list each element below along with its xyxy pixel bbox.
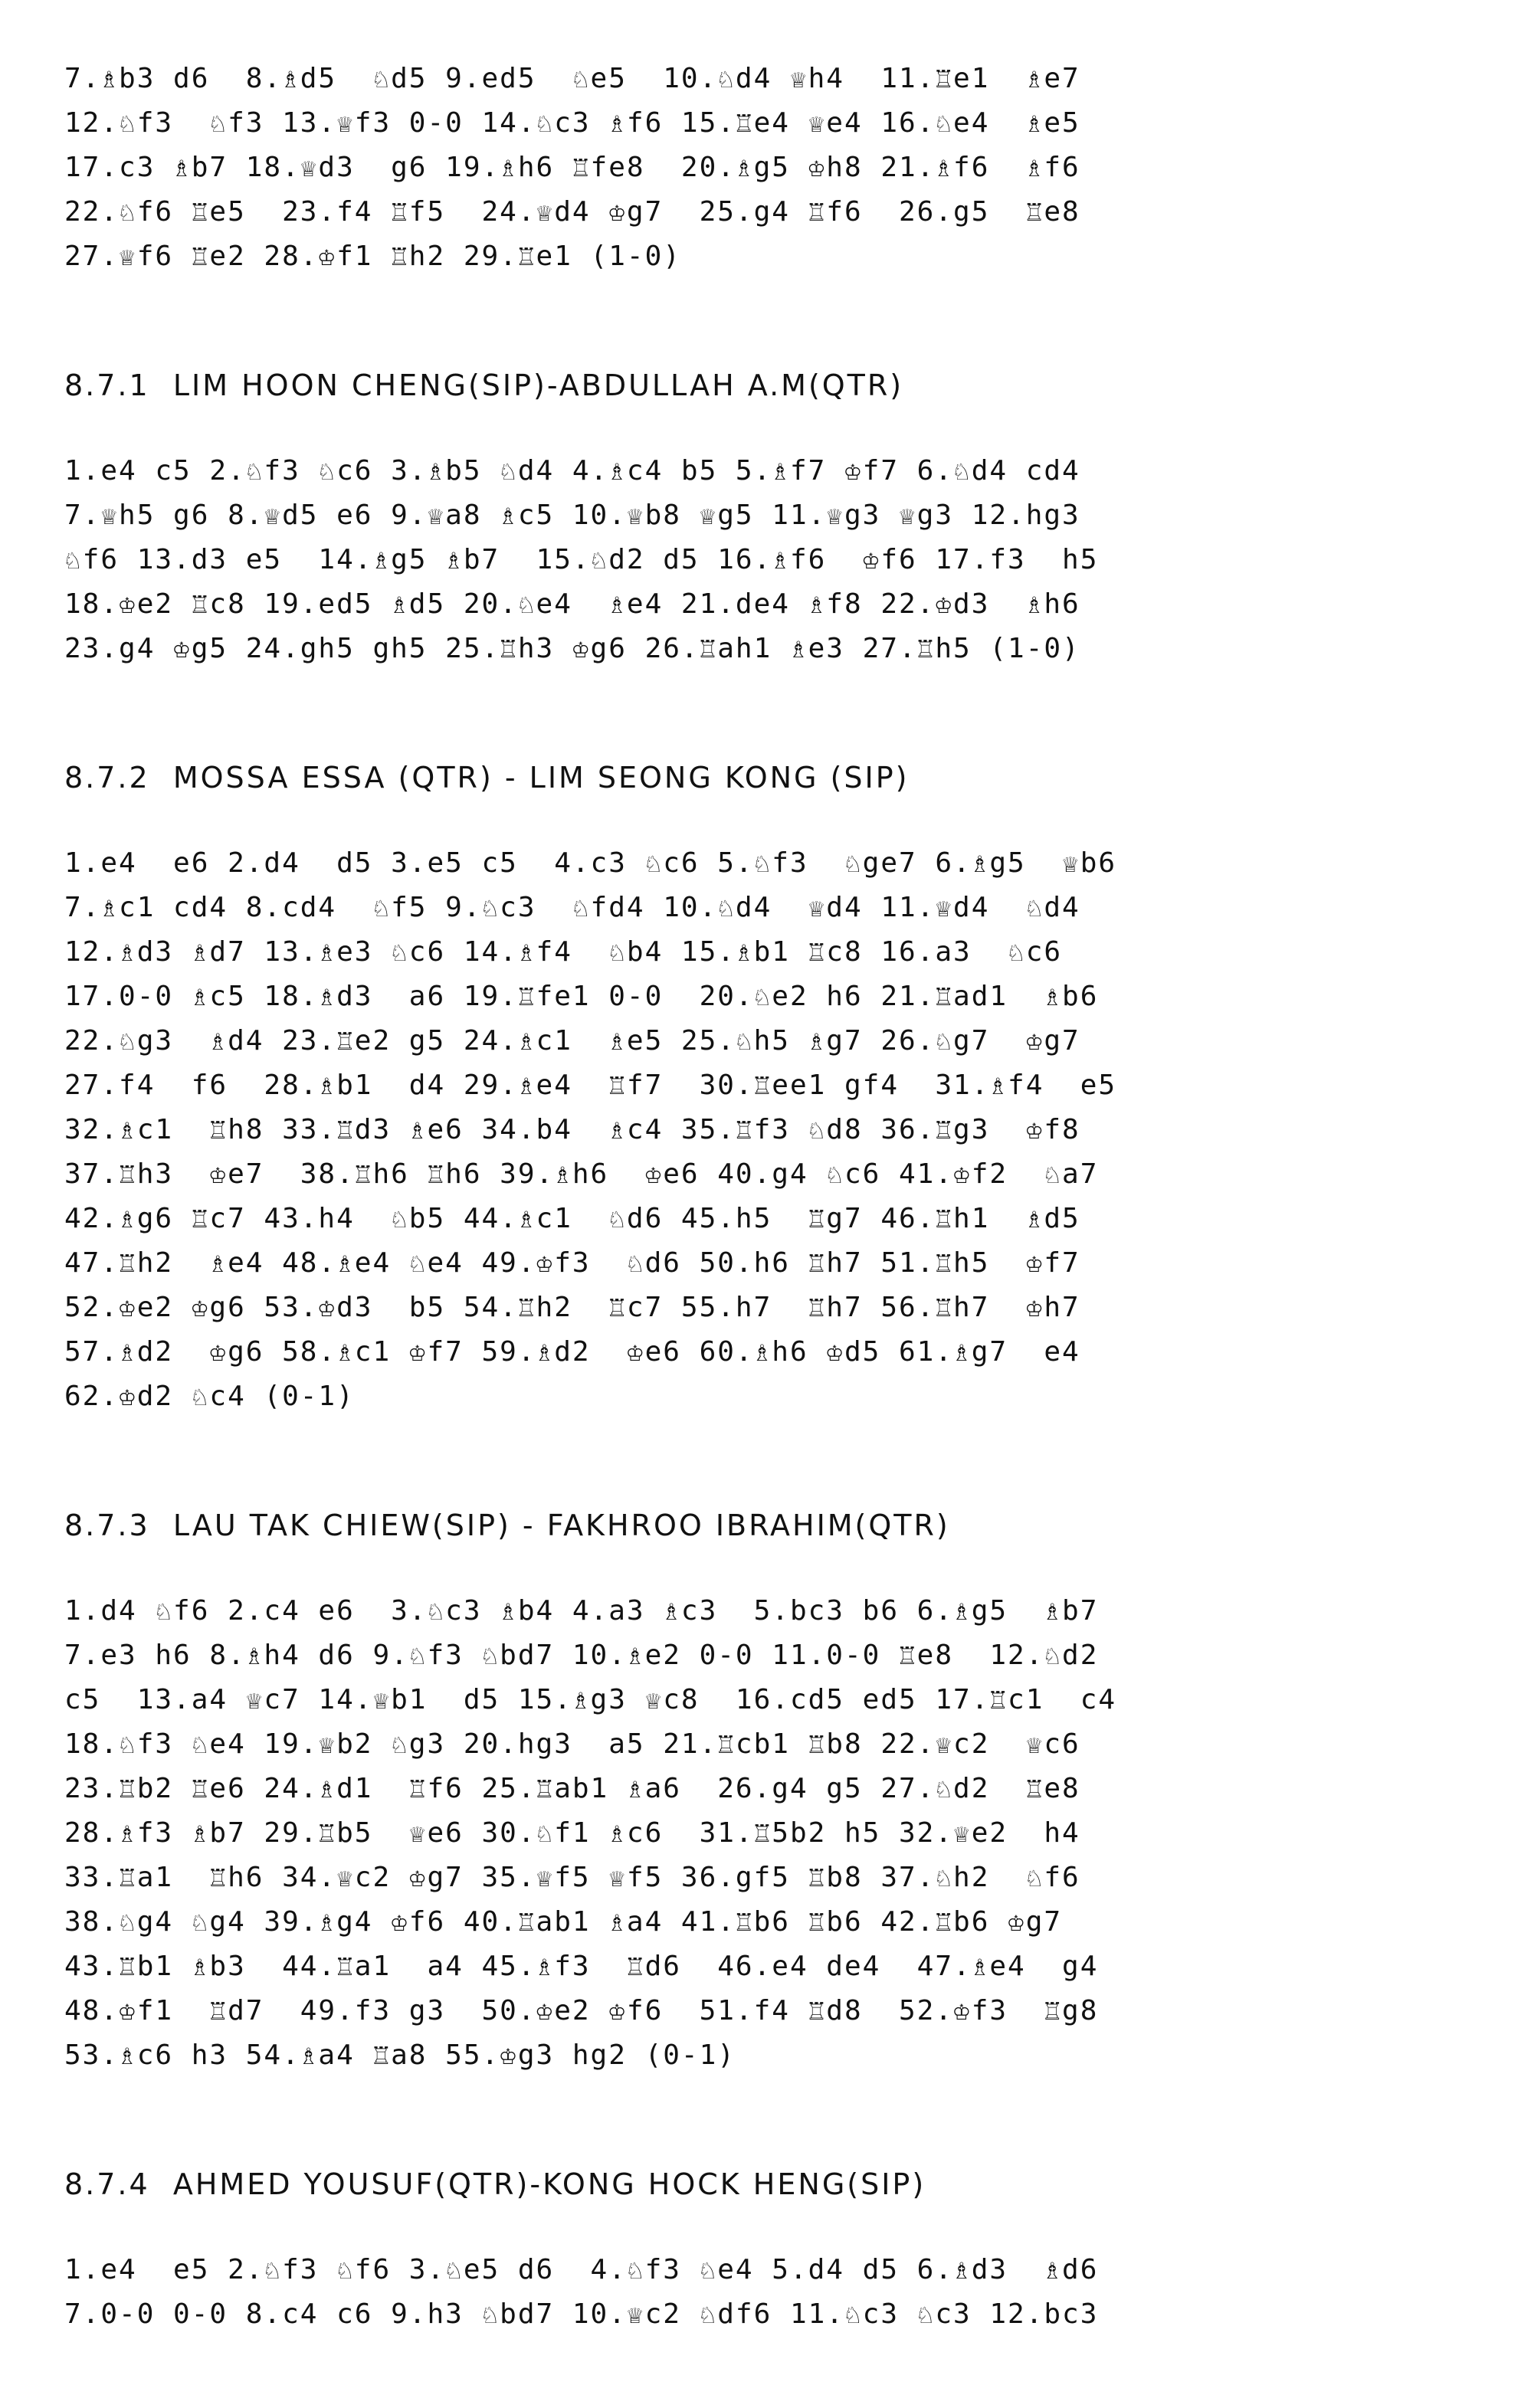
move-line: 22.♘g3 ♗d4 23.♖e2 g5 24.♗c1 ♗e5 25.♘h5 ♗g7 26.♘g7 ♔g7: [64, 1025, 1080, 1057]
spacer: [64, 1548, 1459, 1589]
move-line: 32.♗c1 ♖h8 33.♖d3 ♗e6 34.b4 ♗c4 35.♖f3 ♘d8 36.♖g3 ♔f8: [64, 1114, 1080, 1145]
document-page: [64, 57, 1459, 2337]
spacer: [64, 2207, 1459, 2248]
move-line: 42.♗g6 ♖c7 43.h4 ♘b5 44.♗c1 ♘d6 45.h5 ♖g7 46.♖h1 ♗d5: [64, 1203, 1080, 1234]
game-heading: 8.7.1 LIM HOON CHENG(SIP)-ABDULLAH A.M(QTR): [64, 369, 904, 402]
move-line: 23.♖b2 ♖e6 24.♗d1 ♖f6 25.♖ab1 ♗a6 26.g4 g5 27.♘d2 ♖e8: [64, 1773, 1080, 1804]
game-8-7-4: [64, 2162, 1459, 2337]
move-line: 18.♘f3 ♘e4 19.♕b2 ♘g3 20.hg3 a5 21.♖cb1 ♖b8 22.♕c2 ♕c6: [64, 1728, 1080, 1760]
game-heading: 8.7.3 LAU TAK CHIEW(SIP) - FAKHROO IBRAHIM(QTR): [64, 1509, 950, 1542]
move-line: 17.0-0 ♗c5 18.♗d3 a6 19.♖fe1 0-0 20.♘e2 h6 21.♖ad1 ♗b6: [64, 981, 1099, 1012]
move-line: 57.♗d2 ♔g6 58.♗c1 ♔f7 59.♗d2 ♔e6 60.♗h6 ♔d5 61.♗g7 e4: [64, 1336, 1080, 1368]
spacer: [64, 408, 1459, 449]
game-8-7-1: [64, 363, 1459, 671]
move-line: 43.♖b1 ♗b3 44.♖a1 a4 45.♗f3 ♖d6 46.e4 de4 47.♗e4 g4: [64, 1951, 1099, 1982]
move-line: 12.♘f3 ♘f3 13.♕f3 0-0 14.♘c3 ♗f6 15.♖e4 ♕e4 16.♘e4 ♗e5: [64, 107, 1080, 139]
game-heading: 8.7.4 AHMED YOUSUF(QTR)-KONG HOCK HENG(SIP): [64, 2167, 926, 2201]
move-line: 7.e3 h6 8.♗h4 d6 9.♘f3 ♘bd7 10.♗e2 0-0 11.0-0 ♖e8 12.♘d2: [64, 1640, 1099, 1671]
spacer: [64, 2078, 1459, 2162]
move-line: 52.♔e2 ♔g6 53.♔d3 b5 54.♖h2 ♖c7 55.h7 ♖h7 56.♖h7 ♔h7: [64, 1292, 1080, 1323]
move-line: 23.g4 ♔g5 24.gh5 gh5 25.♖h3 ♔g6 26.♖ah1 ♗e3 27.♖h5 (1-0): [64, 633, 1080, 664]
move-line: 1.e4 e5 2.♘f3 ♘f6 3.♘e5 d6 4.♘f3 ♘e4 5.d4 d5 6.♗d3 ♗d6: [64, 2254, 1099, 2285]
spacer: [64, 1419, 1459, 1503]
move-line: c5 13.a4 ♕c7 14.♕b1 d5 15.♗g3 ♕c8 16.cd5 ed5 17.♖c1 c4: [64, 1684, 1117, 1715]
move-line: 27.♕f6 ♖e2 28.♔f1 ♖h2 29.♖e1 (1-0): [64, 241, 681, 272]
move-line: 7.♗b3 d6 8.♗d5 ♘d5 9.ed5 ♘e5 10.♘d4 ♕h4 11.♖e1 ♗e7: [64, 63, 1080, 94]
move-line: 1.d4 ♘f6 2.c4 e6 3.♘c3 ♗b4 4.a3 ♗c3 5.bc3 b6 6.♗g5 ♗b7: [64, 1595, 1099, 1627]
move-line: 17.c3 ♗b7 18.♕d3 g6 19.♗h6 ♖fe8 20.♗g5 ♔h8 21.♗f6 ♗f6: [64, 152, 1080, 183]
spacer: [64, 671, 1459, 755]
move-line: 28.♗f3 ♗b7 29.♖b5 ♕e6 30.♘f1 ♗c6 31.♖5b2 h5 32.♕e2 h4: [64, 1817, 1080, 1849]
move-line: 7.0-0 0-0 8.c4 c6 9.h3 ♘bd7 10.♕c2 ♘df6 11.♘c3 ♘c3 12.bc3: [64, 2298, 1099, 2330]
move-line: 47.♖h2 ♗e4 48.♗e4 ♘e4 49.♔f3 ♘d6 50.h6 ♖h7 51.♖h5 ♔f7: [64, 1247, 1080, 1279]
move-line: 12.♗d3 ♗d7 13.♗e3 ♘c6 14.♗f4 ♘b4 15.♗b1 ♖c8 16.a3 ♘c6: [64, 936, 1063, 968]
move-line: 62.♔d2 ♘c4 (0-1): [64, 1381, 355, 1412]
spacer: [64, 279, 1459, 363]
move-line: 38.♘g4 ♘g4 39.♗g4 ♔f6 40.♖ab1 ♗a4 41.♖b6 ♖b6 42.♖b6 ♔g7: [64, 1906, 1063, 1938]
game-8-7-3: [64, 1503, 1459, 2078]
move-line: 7.♗c1 cd4 8.cd4 ♘f5 9.♘c3 ♘fd4 10.♘d4 ♕d4 11.♕d4 ♘d4: [64, 892, 1080, 923]
move-line: 48.♔f1 ♖d7 49.f3 g3 50.♔e2 ♔f6 51.f4 ♖d8 52.♔f3 ♖g8: [64, 1995, 1099, 2026]
move-line: 37.♖h3 ♔e7 38.♖h6 ♖h6 39.♗h6 ♔e6 40.g4 ♘c6 41.♔f2 ♘a7: [64, 1158, 1099, 1190]
move-line: 1.e4 e6 2.d4 d5 3.e5 c5 4.c3 ♘c6 5.♘f3 ♘ge7 6.♗g5 ♕b6: [64, 847, 1117, 879]
move-line: 53.♗c6 h3 54.♗a4 ♖a8 55.♔g3 hg2 (0-1): [64, 2039, 736, 2071]
game-continuation: [64, 57, 1459, 279]
game-8-7-2: [64, 755, 1459, 1419]
move-line: 33.♖a1 ♖h6 34.♕c2 ♔g7 35.♕f5 ♕f5 36.gf5 ♖b8 37.♘h2 ♘f6: [64, 1862, 1080, 1893]
move-line: 22.♘f6 ♖e5 23.f4 ♖f5 24.♕d4 ♔g7 25.g4 ♖f6 26.g5 ♖e8: [64, 196, 1080, 228]
move-line: 18.♔e2 ♖c8 19.ed5 ♗d5 20.♘e4 ♗e4 21.de4 ♗f8 22.♔d3 ♗h6: [64, 588, 1080, 620]
move-line: ♘f6 13.d3 e5 14.♗g5 ♗b7 15.♘d2 d5 16.♗f6 ♔f6 17.f3 h5: [64, 544, 1099, 575]
game-heading: 8.7.2 MOSSA ESSA (QTR) - LIM SEONG KONG (SIP): [64, 761, 910, 794]
move-line: 27.f4 f6 28.♗b1 d4 29.♗e4 ♖f7 30.♖ee1 gf4 31.♗f4 e5: [64, 1070, 1117, 1101]
move-line: 7.♕h5 g6 8.♕d5 e6 9.♕a8 ♗c5 10.♕b8 ♕g5 11.♕g3 ♕g3 12.hg3: [64, 500, 1080, 531]
spacer: [64, 800, 1459, 841]
move-line: 1.e4 c5 2.♘f3 ♘c6 3.♗b5 ♘d4 4.♗c4 b5 5.♗f7 ♔f7 6.♘d4 cd4: [64, 455, 1080, 487]
